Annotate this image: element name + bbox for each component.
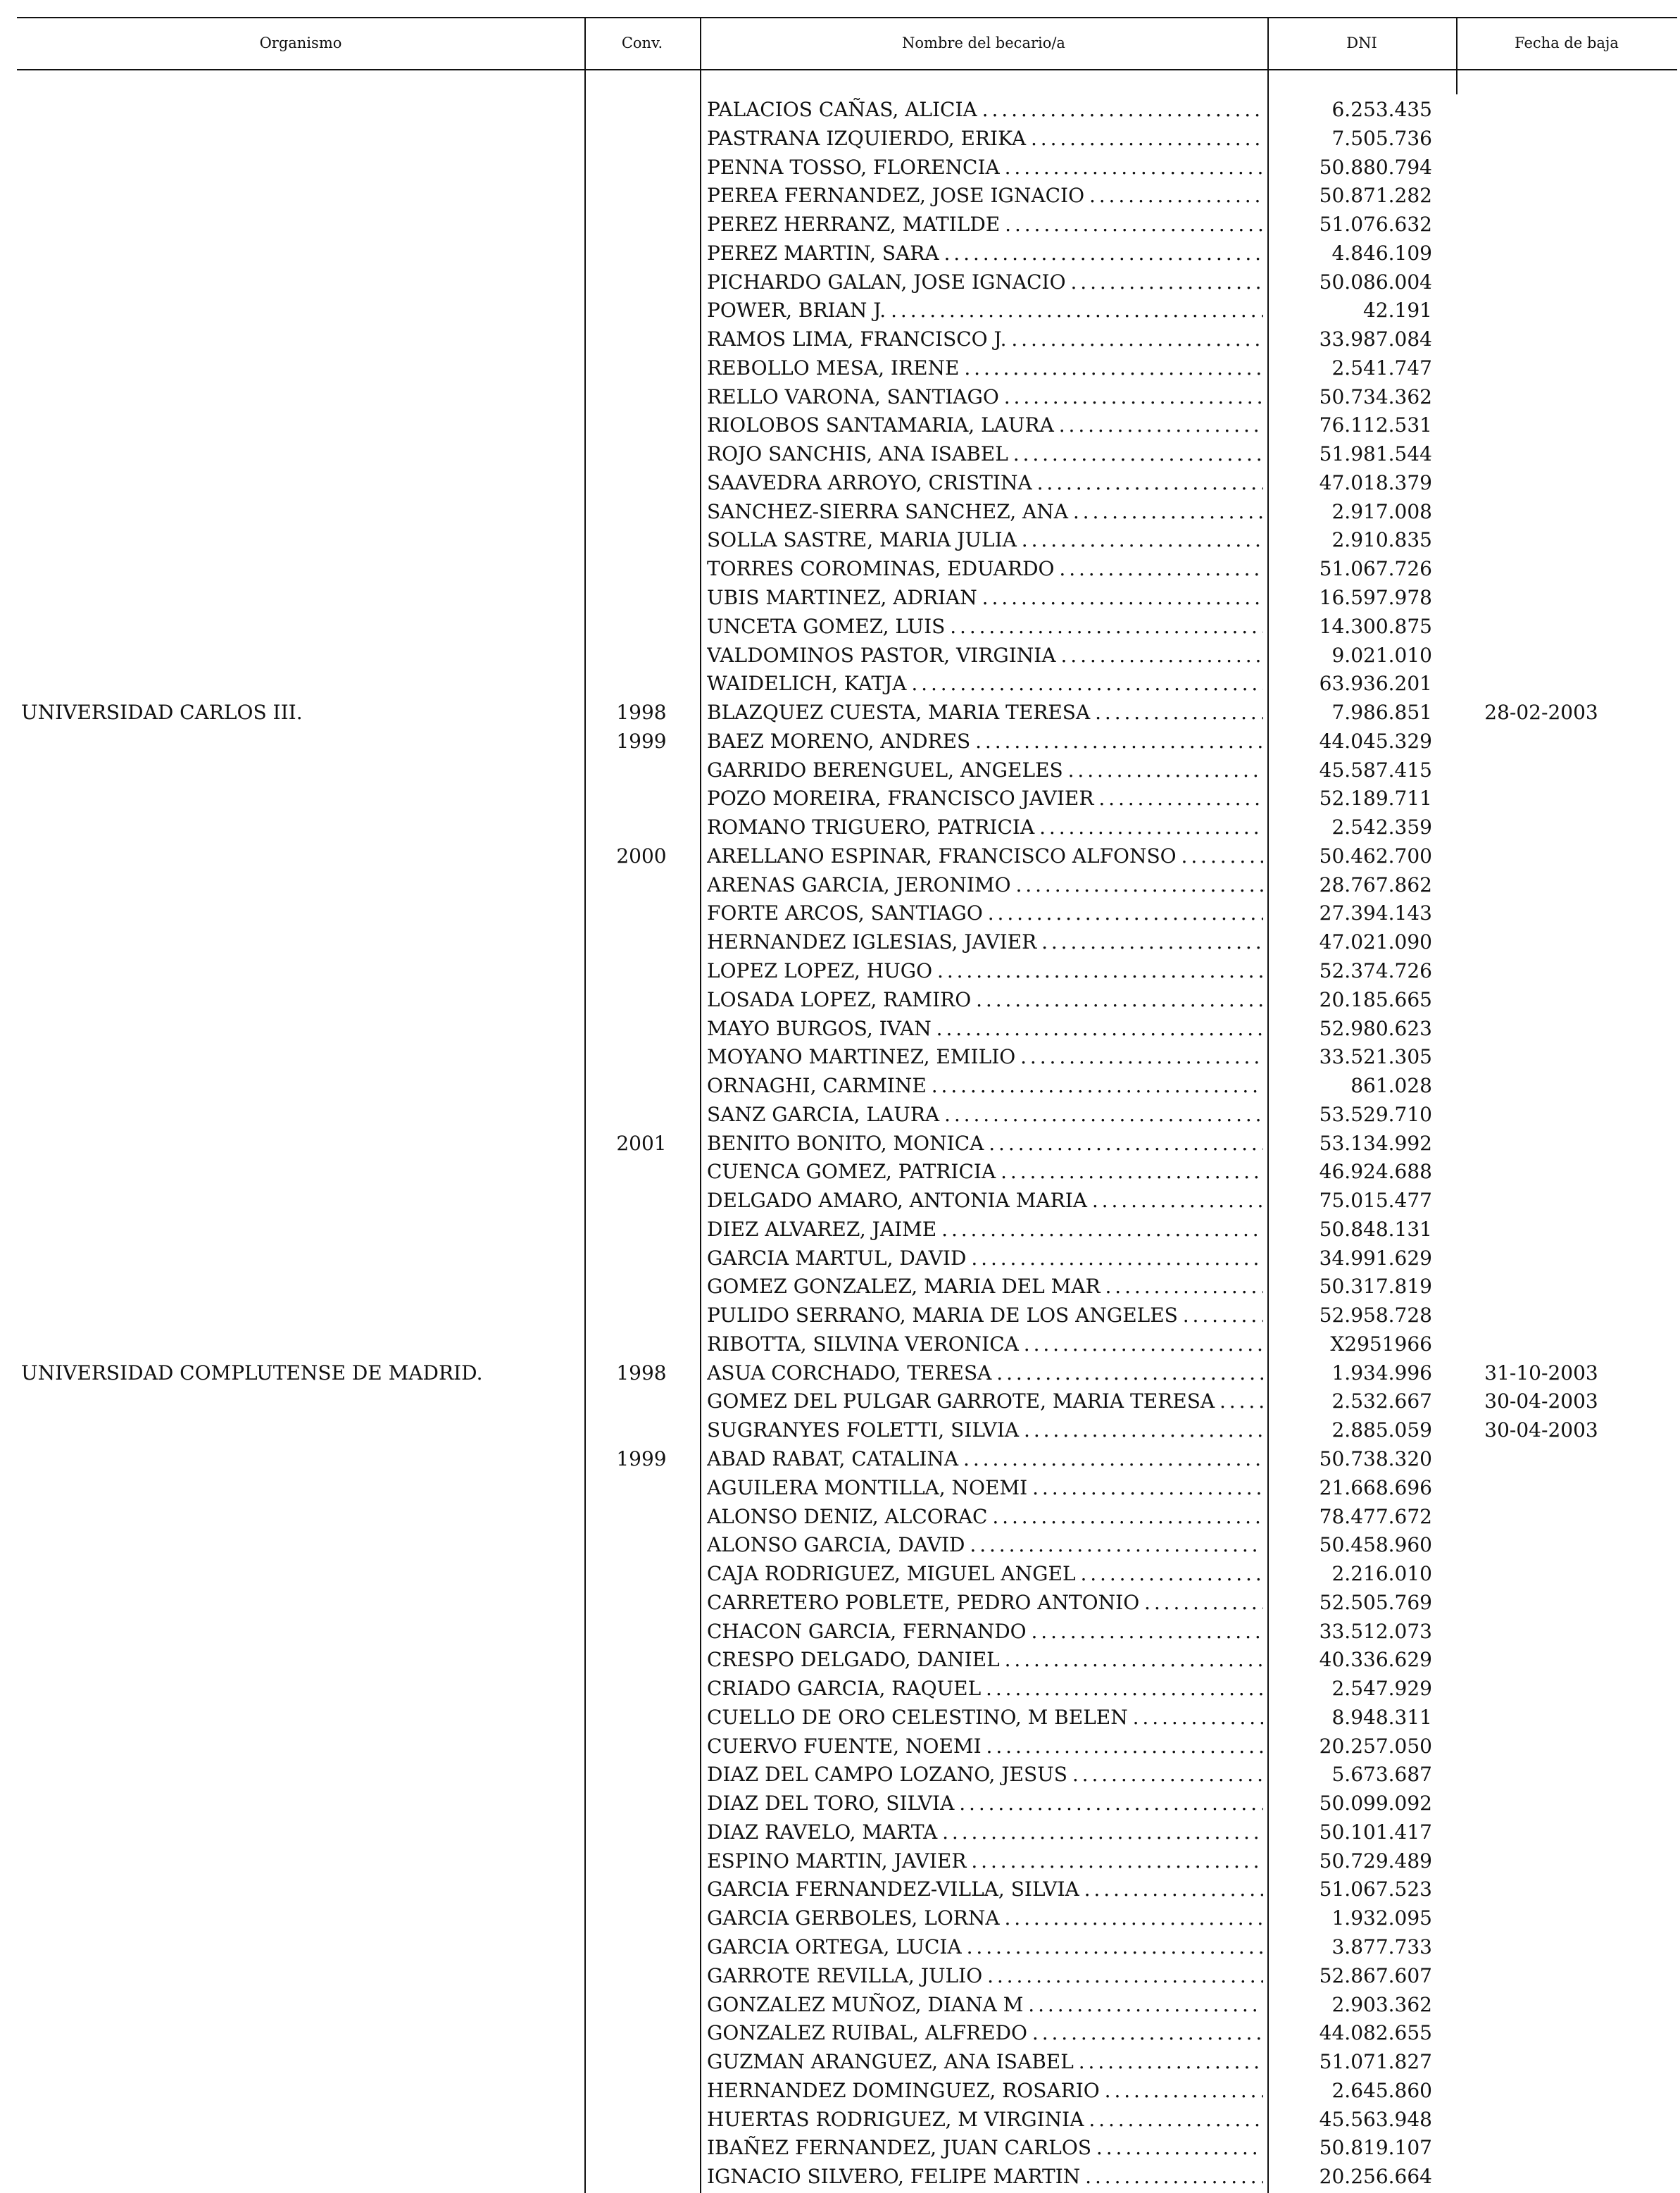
- dni-cell: 44.045.329: [1319, 729, 1432, 753]
- becario-name-cell: RAMOS LIMA, FRANCISCO J. . . .: [707, 325, 1263, 354]
- dni-cell: 2.910.835: [1331, 528, 1432, 552]
- dni-cell: 21.668.696: [1319, 1475, 1432, 1499]
- table-row: [17, 1158, 1677, 1187]
- becario-name-cell: SAAVEDRA ARROYO, CRISTINA . . .: [707, 469, 1263, 498]
- dni-cell: 9.021.010: [1331, 643, 1432, 667]
- dni-cell: 52.958.728: [1319, 1304, 1432, 1327]
- organismo-cell: UNIVERSIDAD CARLOS III.: [21, 701, 303, 725]
- becario-name-cell: CUELLO DE ORO CELESTINO, M BELEN . . .: [707, 1704, 1263, 1732]
- dni-cell: 50.458.960: [1319, 1533, 1432, 1557]
- becario-name-cell: CAJA RODRIGUEZ, MIGUEL ANGEL . . .: [707, 1560, 1263, 1589]
- becario-name-cell: PEREZ HERRANZ, MATILDE . . .: [707, 211, 1263, 239]
- becario-name-cell: MOYANO MARTINEZ, EMILIO . . .: [707, 1043, 1263, 1072]
- fecha-baja-cell: 28-02-2003: [1484, 701, 1598, 725]
- becario-name-cell: RIOLOBOS SANTAMARIA, LAURA . . .: [707, 411, 1263, 440]
- table-row: [17, 2106, 1677, 2135]
- header-nombre: Nombre del becario/a: [902, 35, 1065, 51]
- dni-cell: 1.932.095: [1331, 1906, 1432, 1930]
- becario-name-cell: CUERVO FUENTE, NOEMI . . .: [707, 1732, 1263, 1761]
- becario-name-cell: GUZMAN ARANGUEZ, ANA ISABEL . . .: [707, 2048, 1263, 2077]
- dni-cell: 20.256.664: [1319, 2165, 1432, 2189]
- dni-cell: 50.086.004: [1319, 270, 1432, 294]
- dni-cell: 33.987.084: [1319, 327, 1432, 351]
- dni-cell: 2.532.667: [1331, 1389, 1432, 1413]
- becario-name-cell: ALONSO GARCIA, DAVID . . .: [707, 1531, 1263, 1560]
- table-row: [17, 498, 1677, 527]
- becario-name-cell: CHACON GARCIA, FERNANDO . . .: [707, 1618, 1263, 1647]
- conv-cell: 1999: [616, 729, 667, 753]
- becario-name-cell: DELGADO AMARO, ANTONIA MARIA . . .: [707, 1187, 1263, 1216]
- dni-cell: 2.547.929: [1331, 1677, 1432, 1701]
- becario-name-cell: PASTRANA IZQUIERDO, ERIKA . . .: [707, 125, 1263, 154]
- table-row: [17, 1704, 1677, 1732]
- becario-name-cell: RELLO VARONA, SANTIAGO . . .: [707, 383, 1263, 412]
- table-row: [17, 1301, 1677, 1330]
- becario-name-cell: CRIADO GARCIA, RAQUEL . . .: [707, 1675, 1263, 1704]
- dni-cell: 1.934.996: [1331, 1361, 1432, 1385]
- table-row: [17, 1072, 1677, 1101]
- becario-name-cell: AGUILERA MONTILLA, NOEMI . . .: [707, 1474, 1263, 1503]
- header-conv: Conv.: [621, 35, 663, 51]
- dni-cell: 2.917.008: [1331, 499, 1432, 523]
- dni-cell: 50.734.362: [1319, 385, 1432, 408]
- dni-cell: 16.597.978: [1319, 586, 1432, 610]
- dni-cell: 52.505.769: [1319, 1590, 1432, 1614]
- table-row: [17, 555, 1677, 584]
- table-row: [17, 642, 1677, 670]
- becario-name-cell: TORRES COROMINAS, EDUARDO . . .: [707, 555, 1263, 584]
- becario-name-cell: POZO MOREIRA, FRANCISCO JAVIER . . .: [707, 785, 1263, 813]
- table-row: [17, 1818, 1677, 1847]
- dni-cell: 2.541.747: [1331, 356, 1432, 380]
- dni-cell: 51.067.726: [1319, 557, 1432, 581]
- table-row: [17, 1991, 1677, 2020]
- table-row: [17, 1618, 1677, 1647]
- dni-cell: 76.112.531: [1319, 413, 1432, 437]
- table-row: [17, 756, 1677, 785]
- table-row: [17, 842, 1677, 871]
- becario-name-cell: FORTE ARCOS, SANTIAGO . . .: [707, 899, 1263, 928]
- table-row: [17, 1216, 1677, 1244]
- dni-cell: 42.191: [1363, 299, 1432, 323]
- table-row: [17, 1273, 1677, 1301]
- becario-name-cell: ORNAGHI, CARMINE . . .: [707, 1072, 1263, 1101]
- table-row: [17, 96, 1677, 125]
- table-row: [17, 1933, 1677, 1962]
- dni-cell: 7.505.736: [1331, 126, 1432, 150]
- dni-cell: 7.986.851: [1331, 701, 1432, 725]
- table-row: [17, 584, 1677, 613]
- header-organismo: Organismo: [259, 35, 342, 51]
- becario-name-cell: PEREA FERNANDEZ, JOSE IGNACIO . . .: [707, 182, 1263, 211]
- table-row: [17, 211, 1677, 239]
- becario-name-cell: LOSADA LOPEZ, RAMIRO . . .: [707, 986, 1263, 1015]
- table-row: [17, 2048, 1677, 2077]
- table-row: [17, 928, 1677, 957]
- fecha-baja-cell: 31-10-2003: [1484, 1361, 1598, 1385]
- table-row: [17, 1330, 1677, 1359]
- table-row: [17, 296, 1677, 325]
- becario-name-cell: PULIDO SERRANO, MARIA DE LOS ANGELES . . .: [707, 1301, 1263, 1330]
- becario-name-cell: ASUA CORCHADO, TERESA . . .: [707, 1359, 1263, 1388]
- dni-cell: 47.018.379: [1319, 470, 1432, 494]
- table-row: [17, 813, 1677, 842]
- table-row: [17, 354, 1677, 383]
- table-row: [17, 1962, 1677, 1991]
- dni-cell: 20.257.050: [1319, 1734, 1432, 1758]
- table-row: [17, 1560, 1677, 1589]
- dni-cell: 51.067.523: [1319, 1878, 1432, 1901]
- dni-cell: 45.563.948: [1319, 2107, 1432, 2131]
- table-row: [17, 383, 1677, 412]
- becario-name-cell: ROJO SANCHIS, ANA ISABEL . . .: [707, 440, 1263, 469]
- table-row: [17, 1187, 1677, 1216]
- dni-cell: 861.028: [1350, 1074, 1432, 1098]
- becario-name-cell: ARENAS GARCIA, JERONIMO . . .: [707, 871, 1263, 900]
- becario-name-cell: GARCIA ORTEGA, LUCIA . . .: [707, 1933, 1263, 1962]
- fecha-baja-cell: 30-04-2003: [1484, 1389, 1598, 1413]
- table-row: [17, 1474, 1677, 1503]
- table-row: [17, 613, 1677, 642]
- becario-name-cell: DIAZ DEL TORO, SILVIA . . .: [707, 1789, 1263, 1818]
- becario-name-cell: SANCHEZ-SIERRA SANCHEZ, ANA . . .: [707, 498, 1263, 527]
- becario-name-cell: LOPEZ LOPEZ, HUGO . . .: [707, 957, 1263, 986]
- table-row: [17, 1503, 1677, 1532]
- becario-name-cell: GONZALEZ RUIBAL, ALFREDO . . .: [707, 2019, 1263, 2048]
- dni-cell: 50.871.282: [1319, 184, 1432, 208]
- becario-name-cell: MAYO BURGOS, IVAN . . .: [707, 1015, 1263, 1044]
- header-fecha-baja: Fecha de baja: [1515, 35, 1619, 51]
- table-row: [17, 727, 1677, 756]
- dni-cell: 51.076.632: [1319, 213, 1432, 237]
- dni-cell: 28.767.862: [1319, 873, 1432, 896]
- organismo-cell: UNIVERSIDAD COMPLUTENSE DE MADRID.: [21, 1361, 483, 1385]
- conv-cell: 2001: [616, 1131, 667, 1155]
- dni-cell: 2.885.059: [1331, 1418, 1432, 1442]
- dni-cell: 63.936.201: [1319, 672, 1432, 696]
- becario-name-cell: UNCETA GOMEZ, LUIS . . .: [707, 613, 1263, 642]
- table-row: [17, 440, 1677, 469]
- table-row: [17, 2163, 1677, 2192]
- conv-cell: 1999: [616, 1447, 667, 1470]
- conv-cell: 2000: [616, 844, 667, 868]
- becario-name-cell: CUENCA GOMEZ, PATRICIA . . .: [707, 1158, 1263, 1187]
- table-row: [17, 2019, 1677, 2048]
- becario-name-cell: RIBOTTA, SILVINA VERONICA . . .: [707, 1330, 1263, 1359]
- becario-name-cell: IBAÑEZ FERNANDEZ, JUAN CARLOS . . .: [707, 2134, 1263, 2163]
- table-row: [17, 1789, 1677, 1818]
- dni-cell: 53.134.992: [1319, 1131, 1432, 1155]
- table-row: [17, 1875, 1677, 1904]
- becario-name-cell: GARCIA FERNANDEZ-VILLA, SILVIA . . .: [707, 1875, 1263, 1904]
- becario-name-cell: GARROTE REVILLA, JULIO . . .: [707, 1962, 1263, 1991]
- dni-cell: 53.529.710: [1319, 1102, 1432, 1126]
- table-row: [17, 1531, 1677, 1560]
- dni-cell: 2.645.860: [1331, 2078, 1432, 2102]
- dni-cell: 45.587.415: [1319, 758, 1432, 782]
- becario-name-cell: SANZ GARCIA, LAURA . . .: [707, 1101, 1263, 1130]
- conv-cell: 1998: [616, 1361, 667, 1385]
- dni-cell: 47.021.090: [1319, 930, 1432, 954]
- becario-name-cell: PEREZ MARTIN, SARA . . .: [707, 239, 1263, 268]
- table-row: [17, 1015, 1677, 1044]
- dni-cell: 20.185.665: [1319, 987, 1432, 1011]
- becario-name-cell: BLAZQUEZ CUESTA, MARIA TERESA . . .: [707, 699, 1263, 727]
- becario-name-cell: UBIS MARTINEZ, ADRIAN . . .: [707, 584, 1263, 613]
- dni-cell: 33.521.305: [1319, 1045, 1432, 1069]
- table-row: [17, 1387, 1677, 1416]
- becario-name-cell: GOMEZ GONZALEZ, MARIA DEL MAR . . .: [707, 1273, 1263, 1301]
- table-row: [17, 325, 1677, 354]
- table-row: [17, 899, 1677, 928]
- dni-cell: X2951966: [1330, 1332, 1432, 1356]
- conv-cell: 1998: [616, 701, 667, 725]
- dni-cell: 78.477.672: [1319, 1504, 1432, 1528]
- becario-name-cell: CARRETERO POBLETE, PEDRO ANTONIO . . .: [707, 1589, 1263, 1618]
- dni-cell: 8.948.311: [1331, 1705, 1432, 1729]
- becario-name-cell: PALACIOS CAÑAS, ALICIA . . .: [707, 96, 1263, 125]
- table-row: [17, 1416, 1677, 1445]
- table-row: [17, 1847, 1677, 1876]
- table-row: [17, 871, 1677, 900]
- becario-name-cell: ABAD RABAT, CATALINA . . .: [707, 1445, 1263, 1474]
- dni-cell: 3.877.733: [1331, 1935, 1432, 1958]
- table-row: [17, 1646, 1677, 1675]
- becario-name-cell: ROMANO TRIGUERO, PATRICIA . . .: [707, 813, 1263, 842]
- table-row: [17, 1589, 1677, 1618]
- table-row: [17, 239, 1677, 268]
- becario-name-cell: PENNA TOSSO, FLORENCIA . . .: [707, 154, 1263, 182]
- dni-cell: 50.880.794: [1319, 155, 1432, 179]
- table-row: [17, 2134, 1677, 2163]
- dni-cell: 46.924.688: [1319, 1160, 1432, 1184]
- dni-cell: 50.729.489: [1319, 1849, 1432, 1873]
- dni-cell: 50.462.700: [1319, 844, 1432, 868]
- dni-cell: 51.071.827: [1319, 2050, 1432, 2074]
- dni-cell: 2.903.362: [1331, 1992, 1432, 2016]
- dni-cell: 34.991.629: [1319, 1246, 1432, 1270]
- table-row: [17, 699, 1677, 727]
- becario-name-cell: POWER, BRIAN J. . . .: [707, 296, 1263, 325]
- table-row: [17, 268, 1677, 297]
- becario-name-cell: GARRIDO BERENGUEL, ANGELES . . .: [707, 756, 1263, 785]
- becario-name-cell: ARELLANO ESPINAR, FRANCISCO ALFONSO . . .: [707, 842, 1263, 871]
- dni-cell: 50.819.107: [1319, 2136, 1432, 2160]
- dni-cell: 5.673.687: [1331, 1763, 1432, 1787]
- dni-cell: 52.867.607: [1319, 1963, 1432, 1987]
- dni-cell: 50.101.417: [1319, 1820, 1432, 1844]
- table-row: [17, 1244, 1677, 1273]
- header-bottom-rule: [17, 69, 1677, 70]
- table-row: [17, 2077, 1677, 2106]
- becario-name-cell: DIEZ ALVAREZ, JAIME . . .: [707, 1216, 1263, 1244]
- becario-name-cell: GARCIA GERBOLES, LORNA . . .: [707, 1904, 1263, 1933]
- fecha-baja-cell: 30-04-2003: [1484, 1418, 1598, 1442]
- table-row: [17, 469, 1677, 498]
- table-row: [17, 1445, 1677, 1474]
- dni-cell: 52.189.711: [1319, 787, 1432, 811]
- table-row: [17, 670, 1677, 699]
- dni-cell: 51.981.544: [1319, 442, 1432, 466]
- becario-name-cell: PICHARDO GALAN, JOSE IGNACIO . . .: [707, 268, 1263, 297]
- table-row: [17, 1130, 1677, 1158]
- table-row: [17, 986, 1677, 1015]
- header-dni: DNI: [1346, 35, 1377, 51]
- becario-name-cell: ALONSO DENIZ, ALCORAC . . .: [707, 1503, 1263, 1532]
- table-row: [17, 1761, 1677, 1789]
- table-row: [17, 154, 1677, 182]
- dni-cell: 50.848.131: [1319, 1217, 1432, 1241]
- becario-name-cell: IGNACIO SILVERO, FELIPE MARTIN . . .: [707, 2163, 1263, 2192]
- becario-name-cell: BAEZ MORENO, ANDRES . . .: [707, 727, 1263, 756]
- dni-cell: 44.082.655: [1319, 2021, 1432, 2045]
- table-row: [17, 1732, 1677, 1761]
- becario-name-cell: SUGRANYES FOLETTI, SILVIA . . .: [707, 1416, 1263, 1445]
- dni-cell: 50.099.092: [1319, 1792, 1432, 1816]
- dni-cell: 2.542.359: [1331, 816, 1432, 839]
- dni-cell: 4.846.109: [1331, 241, 1432, 265]
- becario-name-cell: HERNANDEZ DOMINGUEZ, ROSARIO . . .: [707, 2077, 1263, 2106]
- table-row: [17, 182, 1677, 211]
- becario-name-cell: GONZALEZ MUÑOZ, DIANA M . . .: [707, 1991, 1263, 2020]
- table-row: [17, 125, 1677, 154]
- document-page: [17, 17, 1677, 2193]
- table-row: [17, 526, 1677, 555]
- dni-cell: 50.317.819: [1319, 1275, 1432, 1299]
- becario-name-cell: BENITO BONITO, MONICA . . .: [707, 1130, 1263, 1158]
- table-body: [17, 96, 1677, 2192]
- dni-cell: 2.216.010: [1331, 1562, 1432, 1586]
- becario-name-cell: SOLLA SASTRE, MARIA JULIA . . .: [707, 526, 1263, 555]
- becario-name-cell: GARCIA MARTUL, DAVID . . .: [707, 1244, 1263, 1273]
- dni-cell: 27.394.143: [1319, 901, 1432, 925]
- becario-name-cell: ESPINO MARTIN, JAVIER . . .: [707, 1847, 1263, 1876]
- becario-name-cell: DIAZ DEL CAMPO LOZANO, JESUS . . .: [707, 1761, 1263, 1789]
- becario-name-cell: WAIDELICH, KATJA . . .: [707, 670, 1263, 699]
- dni-cell: 50.738.320: [1319, 1447, 1432, 1470]
- table-row: [17, 957, 1677, 986]
- table-row: [17, 785, 1677, 813]
- dni-cell: 14.300.875: [1319, 614, 1432, 638]
- table-row: [17, 1675, 1677, 1704]
- dni-cell: 75.015.477: [1319, 1189, 1432, 1213]
- table-row: [17, 1043, 1677, 1072]
- becario-name-cell: GOMEZ DEL PULGAR GARROTE, MARIA TERESA . . .: [707, 1387, 1263, 1416]
- becario-name-cell: VALDOMINOS PASTOR, VIRGINIA . . .: [707, 642, 1263, 670]
- becario-name-cell: HERNANDEZ IGLESIAS, JAVIER . . .: [707, 928, 1263, 957]
- becario-name-cell: CRESPO DELGADO, DANIEL . . .: [707, 1646, 1263, 1675]
- table-row: [17, 1904, 1677, 1933]
- becario-name-cell: DIAZ RAVELO, MARTA . . .: [707, 1818, 1263, 1847]
- table-row: [17, 411, 1677, 440]
- table-row: [17, 1359, 1677, 1388]
- dni-cell: 52.374.726: [1319, 958, 1432, 982]
- dni-cell: 6.253.435: [1331, 98, 1432, 121]
- becario-name-cell: REBOLLO MESA, IRENE . . .: [707, 354, 1263, 383]
- becario-name-cell: HUERTAS RODRIGUEZ, M VIRGINIA . . .: [707, 2106, 1263, 2135]
- dni-cell: 52.980.623: [1319, 1016, 1432, 1040]
- table-row: [17, 1101, 1677, 1130]
- dni-cell: 33.512.073: [1319, 1619, 1432, 1643]
- dni-cell: 40.336.629: [1319, 1648, 1432, 1672]
